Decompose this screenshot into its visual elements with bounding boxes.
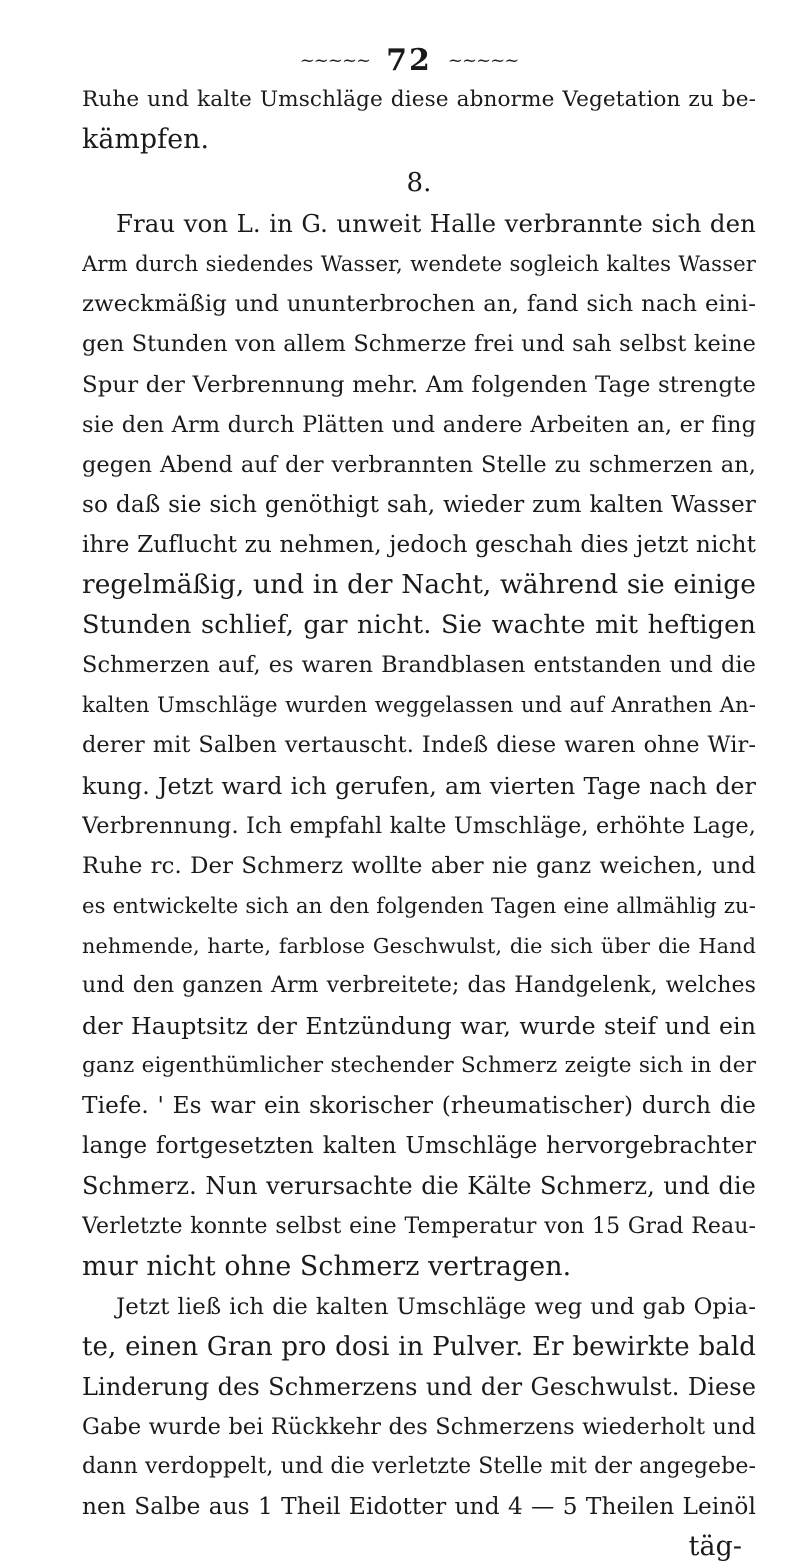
text-line: Arm durch siedendes Wasser, wendete sogleich kaltes Wasser [82, 251, 756, 277]
text-line: Gabe wurde bei Rückkehr des Schmerzens wiederholt und [82, 1414, 756, 1440]
text-line: kung. Jetzt ward ich gerufen, am vierten Tage nach der [82, 771, 756, 800]
text-line: es entwickelte sich an den folgenden Tagen eine allmählig zu- [82, 892, 756, 918]
text-line: zweckmäßig und ununterbrochen an, fand sich nach eini- [82, 291, 756, 318]
body-text [82, 80, 756, 1567]
text-line: nen Salbe aus 1 Theil Eidotter und 4 — 5 Theilen Leinöl [82, 1493, 756, 1521]
text-line: ganz eigenthümlicher stechender Schmerz zeigte sich in der [82, 1053, 756, 1079]
header-ornament-left: ~~~~~ [299, 49, 371, 71]
text-line: Linderung des Schmerzens und der Geschwulst. Diese [82, 1372, 756, 1401]
text-line: Jetzt ließ ich die kalten Umschläge weg und gab Opia- [116, 1293, 756, 1320]
text-line: nehmende, harte, farblose Geschwulst, die sich über die Hand [82, 933, 756, 958]
text-line: Schmerzen auf, es waren Brandblasen entstanden und die [82, 652, 756, 679]
text-line: sie den Arm durch Plätten und andere Arbeiten an, er fing [82, 411, 756, 438]
text-line: regelmäßig, und in der Nacht, während sie einige [82, 569, 756, 601]
page-header [62, 40, 756, 80]
text-line: kalten Umschläge wurden weggelassen und auf Anrathen An- [82, 692, 756, 718]
text-line: Tiefe. ' Es war ein skorischer (rheumatischer) durch die [82, 1092, 756, 1120]
text-line: Frau von L. in G. unweit Halle verbrannte sich den [116, 209, 756, 239]
paragraph-treatment [82, 1287, 756, 1528]
text-line: Spur der Verbrennung mehr. Am folgenden Tage strengte [82, 371, 756, 398]
text-line: Stunden schlief, gar nicht. Sie wachte mit heftigen [82, 610, 756, 641]
text-line: Verletzte konnte selbst eine Temperatur von 15 Grad Reau- [82, 1213, 756, 1239]
text-line: ihre Zuflucht zu nehmen, jedoch geschah dies jetzt nicht [82, 530, 756, 558]
text-line: so daß sie sich genöthigt sah, wieder zum kalten Wasser [82, 490, 756, 518]
text-line: lange fortgesetzten kalten Umschläge hervorgebrachter [82, 1132, 756, 1160]
header-ornament-right: ~~~~~ [447, 49, 519, 71]
text-line: Schmerz. Nun verursachte die Kälte Schmerz, und die [82, 1172, 756, 1201]
text-line: mur nicht ohne Schmerz vertragen. [82, 1250, 572, 1282]
text-line: und den ganzen Arm verbreitete; das Handgelenk, welches [82, 972, 756, 998]
text-line: Verbrennung. Ich empfahl kalte Umschläge, erhöhte Lage, [82, 812, 756, 839]
text-line: Ruhe rc. Der Schmerz wollte aber nie ganz weichen, und [82, 852, 756, 879]
section-number: 8. [406, 168, 432, 199]
catchword: täg- [688, 1531, 742, 1563]
paragraph-case-report [82, 204, 756, 1287]
text-line: kämpfen. [82, 124, 210, 156]
page-number: 72 [386, 42, 432, 78]
text-line: dann verdoppelt, und die verletzte Stelle mit der angegebe- [82, 1454, 756, 1480]
text-line: der Hauptsitz der Entzündung war, wurde steif und ein [82, 1012, 756, 1041]
text-line: Ruhe und kalte Umschläge diese abnorme Vegetation zu be- [82, 87, 756, 112]
text-line: te, einen Gran pro dosi in Pulver. Er bewirkte bald [82, 1331, 756, 1362]
text-line: derer mit Salben vertauscht. Indeß diese waren ohne Wir- [82, 732, 756, 759]
text-line: gegen Abend auf der verbrannten Stelle zu schmerzen an, [82, 451, 756, 478]
text-line: gen Stunden von allem Schmerze frei und sah selbst keine [82, 331, 756, 358]
